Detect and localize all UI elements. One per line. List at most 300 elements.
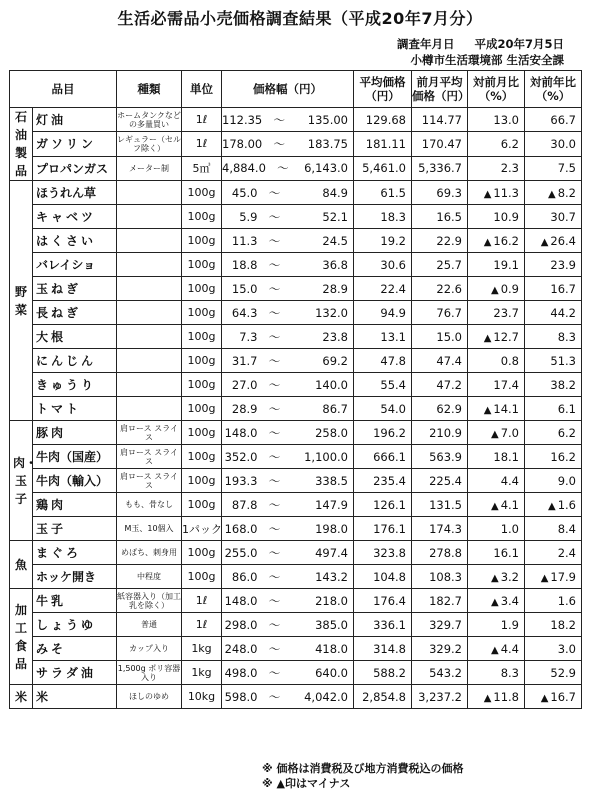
range-tilde: 〜: [268, 665, 281, 680]
year-over-year: [525, 181, 582, 205]
average-price: 55.4: [354, 373, 412, 397]
yoy-value: 1.6: [557, 593, 576, 608]
price-low-value: 168.0: [224, 521, 258, 536]
price-low: [222, 349, 288, 373]
previous-month-average: 170.47: [412, 132, 468, 156]
average-price: 94.9: [354, 301, 412, 325]
yoy-value: 51.3: [550, 353, 576, 368]
price-low-value: 86.0: [231, 569, 258, 584]
previous-month-average: 69.3: [412, 181, 468, 205]
previous-month-average: 22.9: [412, 229, 468, 253]
year-over-year: [525, 397, 582, 421]
year-over-year: [525, 373, 582, 397]
yoy-value: 18.2: [550, 617, 576, 632]
average-price: 2,854.8: [354, 685, 412, 709]
item-unit: 1kg: [182, 661, 222, 685]
range-tilde: 〜: [268, 281, 281, 296]
previous-month-average: 329.7: [412, 613, 468, 637]
minus-triangle-icon: ▲: [491, 428, 499, 440]
price-low-value: 31.7: [231, 353, 258, 368]
table-row: [10, 229, 582, 253]
item-kind: [117, 301, 182, 325]
table-row: [10, 493, 582, 517]
item-name: ガソリン: [33, 132, 117, 156]
mom-value: 10.9: [493, 209, 519, 224]
minus-triangle-icon: ▲: [483, 188, 492, 200]
price-high: 385.0: [288, 613, 354, 637]
price-high: 143.2: [288, 565, 354, 589]
mom-value: 6.2: [500, 136, 519, 151]
table-row: [10, 565, 582, 589]
previous-month-average: 47.4: [412, 349, 468, 373]
col-header-prev-avg: 前月平均価格（円）: [412, 71, 468, 108]
price-low-value: 11.3: [231, 233, 258, 248]
item-unit: 100g: [182, 493, 222, 517]
item-name: 牛肉（輸入）: [33, 469, 117, 493]
year-over-year: [525, 229, 582, 253]
previous-month-average: 563.9: [412, 445, 468, 469]
range-tilde: 〜: [268, 329, 281, 344]
mom-value: 13.0: [493, 112, 519, 127]
table-row: [10, 277, 582, 301]
item-kind: [117, 277, 182, 301]
mom-value: 3.4: [500, 593, 519, 608]
price-high: 338.5: [288, 469, 354, 493]
year-over-year: [525, 301, 582, 325]
minus-triangle-icon: ▲: [540, 236, 549, 248]
item-name: 牛肉（国産）: [33, 445, 117, 469]
mom-value: 4.4: [500, 473, 519, 488]
month-over-month: [468, 229, 525, 253]
item-kind: 肩ロース スライス: [117, 469, 182, 493]
yoy-value: 1.6: [557, 497, 576, 512]
item-name: 長ねぎ: [33, 301, 117, 325]
price-low: [222, 637, 288, 661]
table-row: [10, 685, 582, 709]
yoy-value: 16.2: [550, 449, 576, 464]
previous-month-average: 16.5: [412, 205, 468, 229]
range-tilde: 〜: [268, 617, 281, 632]
price-low: [222, 108, 288, 132]
item-unit: 5㎥: [182, 156, 222, 180]
table-row: [10, 205, 582, 229]
survey-date-line: [397, 36, 564, 52]
footnote-tax: ※ 価格は消費税及び地方消費税込の価格: [262, 762, 464, 775]
item-name: 米: [33, 685, 117, 709]
item-name: プロパンガス: [33, 156, 117, 180]
item-unit: 1パック: [182, 517, 222, 541]
col-header-range: 価格幅（円）: [222, 71, 354, 108]
item-name: 鶏肉: [33, 493, 117, 517]
price-low: [222, 589, 288, 613]
table-row: [10, 349, 582, 373]
year-over-year: [525, 565, 582, 589]
item-name: キャベツ: [33, 205, 117, 229]
footnote-minus: ※ ▲印はマイナス: [262, 777, 351, 790]
item-name: 灯油: [33, 108, 117, 132]
previous-month-average: 114.77: [412, 108, 468, 132]
item-unit: 100g: [182, 541, 222, 565]
item-unit: 10kg: [182, 685, 222, 709]
average-price: 196.2: [354, 421, 412, 445]
price-low: [222, 445, 288, 469]
price-high: 28.9: [288, 277, 354, 301]
year-over-year: [525, 613, 582, 637]
price-low: [222, 156, 288, 180]
table-row: [10, 132, 582, 156]
month-over-month: [468, 517, 525, 541]
price-low: [222, 493, 288, 517]
price-low-value: 248.0: [224, 641, 258, 656]
item-name: 玉子: [33, 517, 117, 541]
year-over-year: [525, 685, 582, 709]
item-name: 大根: [33, 325, 117, 349]
category-label: 米: [10, 685, 33, 709]
year-over-year: [525, 108, 582, 132]
year-over-year: [525, 132, 582, 156]
item-kind: もも、骨なし: [117, 493, 182, 517]
category-label: 肉・玉子: [10, 421, 33, 541]
price-high: 147.9: [288, 493, 354, 517]
price-low: [222, 301, 288, 325]
price-low-value: 4,884.0: [222, 161, 266, 176]
month-over-month: [468, 541, 525, 565]
price-high: 135.00: [288, 108, 354, 132]
price-low: [222, 253, 288, 277]
price-high: 86.7: [288, 397, 354, 421]
item-kind: ホームタンクなどの多量買い: [117, 108, 182, 132]
item-kind: [117, 181, 182, 205]
price-low: [222, 373, 288, 397]
previous-month-average: 5,336.7: [412, 156, 468, 180]
price-low: [222, 685, 288, 709]
month-over-month: [468, 349, 525, 373]
minus-triangle-icon: ▲: [483, 692, 492, 704]
table-row: [10, 373, 582, 397]
previous-month-average: 3,237.2: [412, 685, 468, 709]
average-price: 22.4: [354, 277, 412, 301]
mom-value: 11.8: [493, 689, 519, 704]
price-table: [9, 70, 582, 709]
yoy-value: 2.4: [557, 545, 576, 560]
mom-value: 19.1: [493, 257, 519, 272]
year-over-year: [525, 637, 582, 661]
mom-value: 4.1: [500, 497, 519, 512]
yoy-value: 44.2: [550, 305, 576, 320]
year-over-year: [525, 349, 582, 373]
average-price: 47.8: [354, 349, 412, 373]
table-row: [10, 589, 582, 613]
month-over-month: [468, 565, 525, 589]
range-tilde: 〜: [268, 401, 281, 416]
category-label: 野菜: [10, 181, 33, 421]
yoy-value: 30.7: [550, 209, 576, 224]
price-high: 6,143.0: [288, 156, 354, 180]
col-header-kind: 種類: [117, 71, 182, 108]
item-unit: 100g: [182, 565, 222, 589]
month-over-month: [468, 469, 525, 493]
price-low: [222, 421, 288, 445]
month-over-month: [468, 397, 525, 421]
range-tilde: 〜: [268, 497, 281, 512]
item-unit: 100g: [182, 373, 222, 397]
mom-value: 23.7: [493, 305, 519, 320]
yoy-value: 8.3: [557, 329, 576, 344]
yoy-value: 16.7: [550, 281, 576, 296]
price-low: [222, 132, 288, 156]
month-over-month: [468, 132, 525, 156]
item-name: 牛乳: [33, 589, 117, 613]
average-price: 104.8: [354, 565, 412, 589]
price-low-value: 112.35: [222, 112, 263, 127]
average-price: 176.4: [354, 589, 412, 613]
minus-triangle-icon: ▲: [491, 596, 499, 608]
price-low: [222, 205, 288, 229]
col-header-unit: 単位: [182, 71, 222, 108]
item-kind: 中程度: [117, 565, 182, 589]
month-over-month: [468, 637, 525, 661]
table-row: [10, 253, 582, 277]
mom-value: 16.1: [493, 545, 519, 560]
price-low: [222, 661, 288, 685]
average-price: 129.68: [354, 108, 412, 132]
month-over-month: [468, 613, 525, 637]
previous-month-average: 225.4: [412, 469, 468, 493]
col-header-avg: 平均価格（円）: [354, 71, 412, 108]
minus-triangle-icon: ▲: [548, 188, 556, 200]
year-over-year: [525, 205, 582, 229]
previous-month-average: 174.3: [412, 517, 468, 541]
month-over-month: [468, 325, 525, 349]
price-high: 84.9: [288, 181, 354, 205]
yoy-value: 3.0: [557, 641, 576, 656]
price-low-value: 148.0: [224, 593, 258, 608]
item-kind: 普通: [117, 613, 182, 637]
mom-value: 0.9: [500, 281, 519, 296]
mom-value: 3.2: [500, 569, 519, 584]
mom-value: 18.1: [493, 449, 519, 464]
range-tilde: 〜: [268, 185, 281, 200]
item-unit: 100g: [182, 397, 222, 421]
table-row: [10, 613, 582, 637]
col-header-item: 品目: [10, 71, 117, 108]
item-kind: 肩ロース スライス: [117, 445, 182, 469]
item-kind: レギュラー（セルフ除く）: [117, 132, 182, 156]
item-kind: [117, 325, 182, 349]
yoy-value: 6.1: [557, 401, 576, 416]
average-price: 181.11: [354, 132, 412, 156]
price-low: [222, 565, 288, 589]
month-over-month: [468, 421, 525, 445]
item-kind: ほしのゆめ: [117, 685, 182, 709]
yoy-value: 52.9: [550, 665, 576, 680]
minus-triangle-icon: ▲: [483, 236, 492, 248]
price-low: [222, 229, 288, 253]
item-name: みそ: [33, 637, 117, 661]
average-price: 176.1: [354, 517, 412, 541]
previous-month-average: 278.8: [412, 541, 468, 565]
range-tilde: 〜: [268, 377, 281, 392]
price-high: 23.8: [288, 325, 354, 349]
table-body: [10, 108, 582, 709]
category-label: 石油製品: [10, 108, 33, 181]
price-high: 640.0: [288, 661, 354, 685]
yoy-value: 26.4: [550, 233, 576, 248]
yoy-value: 38.2: [550, 377, 576, 392]
minus-triangle-icon: ▲: [491, 284, 499, 296]
mom-value: 7.0: [500, 425, 519, 440]
year-over-year: [525, 253, 582, 277]
price-low-value: 7.3: [239, 329, 258, 344]
item-kind: [117, 253, 182, 277]
item-unit: 1ℓ: [182, 108, 222, 132]
yoy-value: 8.2: [557, 185, 576, 200]
item-name: サラダ油: [33, 661, 117, 685]
price-low-value: 5.9: [239, 209, 258, 224]
average-price: 18.3: [354, 205, 412, 229]
item-kind: めばち、刺身用: [117, 541, 182, 565]
minus-triangle-icon: ▲: [491, 644, 499, 656]
table-header-row: [10, 71, 582, 108]
item-unit: 100g: [182, 205, 222, 229]
year-over-year: [525, 517, 582, 541]
previous-month-average: 210.9: [412, 421, 468, 445]
yoy-value: 8.4: [557, 521, 576, 536]
minus-triangle-icon: ▲: [483, 332, 492, 344]
table-row: [10, 108, 582, 132]
month-over-month: [468, 301, 525, 325]
item-kind: M玉、10個入: [117, 517, 182, 541]
month-over-month: [468, 661, 525, 685]
year-over-year: [525, 421, 582, 445]
item-name: まぐろ: [33, 541, 117, 565]
previous-month-average: 108.3: [412, 565, 468, 589]
range-tilde: 〜: [273, 136, 285, 151]
average-price: 19.2: [354, 229, 412, 253]
price-low-value: 28.9: [231, 401, 258, 416]
item-name: バレイショ: [33, 253, 117, 277]
minus-triangle-icon: ▲: [548, 500, 556, 512]
item-unit: 100g: [182, 181, 222, 205]
range-tilde: 〜: [268, 641, 281, 656]
mom-value: 4.4: [500, 641, 519, 656]
price-low: [222, 325, 288, 349]
mom-value: 14.1: [493, 401, 519, 416]
month-over-month: [468, 156, 525, 180]
price-high: 24.5: [288, 229, 354, 253]
table-row: [10, 181, 582, 205]
minus-triangle-icon: ▲: [540, 572, 549, 584]
item-kind: 紙容器入り（加工乳を除く）: [117, 589, 182, 613]
month-over-month: [468, 205, 525, 229]
item-name: 豚肉: [33, 421, 117, 445]
item-unit: 100g: [182, 301, 222, 325]
yoy-value: 16.7: [550, 689, 576, 704]
month-over-month: [468, 108, 525, 132]
item-unit: 100g: [182, 469, 222, 493]
average-price: 235.4: [354, 469, 412, 493]
price-high: 140.0: [288, 373, 354, 397]
price-high: 183.75: [288, 132, 354, 156]
mom-value: 17.4: [493, 377, 519, 392]
minus-triangle-icon: ▲: [483, 404, 492, 416]
yoy-value: 9.0: [557, 473, 576, 488]
month-over-month: [468, 685, 525, 709]
minus-triangle-icon: ▲: [540, 692, 549, 704]
item-unit: 100g: [182, 229, 222, 253]
year-over-year: [525, 156, 582, 180]
price-low: [222, 541, 288, 565]
item-unit: 100g: [182, 325, 222, 349]
item-name: にんじん: [33, 349, 117, 373]
item-unit: 100g: [182, 253, 222, 277]
previous-month-average: 62.9: [412, 397, 468, 421]
department: 小樽市生活環境部 生活安全課: [410, 53, 564, 67]
range-tilde: 〜: [268, 257, 281, 272]
average-price: 54.0: [354, 397, 412, 421]
price-low-value: 255.0: [224, 545, 258, 560]
item-name: きゅうり: [33, 373, 117, 397]
mom-value: 8.3: [500, 665, 519, 680]
average-price: 666.1: [354, 445, 412, 469]
year-over-year: [525, 589, 582, 613]
price-low-value: 15.0: [231, 281, 258, 296]
range-tilde: 〜: [268, 569, 281, 584]
price-low: [222, 277, 288, 301]
range-tilde: 〜: [268, 545, 281, 560]
item-kind: [117, 373, 182, 397]
table-row: [10, 637, 582, 661]
price-high: 418.0: [288, 637, 354, 661]
item-name: ホッケ開き: [33, 565, 117, 589]
item-kind: [117, 397, 182, 421]
price-low-value: 27.0: [231, 377, 258, 392]
month-over-month: [468, 589, 525, 613]
average-price: 30.6: [354, 253, 412, 277]
yoy-value: 66.7: [550, 112, 576, 127]
month-over-month: [468, 445, 525, 469]
minus-triangle-icon: ▲: [491, 500, 499, 512]
average-price: 5,461.0: [354, 156, 412, 180]
range-tilde: 〜: [268, 425, 281, 440]
price-high: 4,042.0: [288, 685, 354, 709]
previous-month-average: 543.2: [412, 661, 468, 685]
range-tilde: 〜: [268, 209, 281, 224]
table-row: [10, 397, 582, 421]
item-name: ほうれん草: [33, 181, 117, 205]
price-high: 218.0: [288, 589, 354, 613]
item-unit: 1ℓ: [182, 132, 222, 156]
price-high: 198.0: [288, 517, 354, 541]
previous-month-average: 15.0: [412, 325, 468, 349]
table-row: [10, 469, 582, 493]
price-low-value: 18.8: [231, 257, 258, 272]
item-kind: [117, 229, 182, 253]
range-tilde: 〜: [268, 449, 281, 464]
item-unit: 1ℓ: [182, 613, 222, 637]
mom-value: 1.9: [500, 617, 519, 632]
range-tilde: 〜: [268, 305, 281, 320]
mom-value: 1.0: [500, 521, 519, 536]
item-unit: 100g: [182, 421, 222, 445]
average-price: 323.8: [354, 541, 412, 565]
average-price: 588.2: [354, 661, 412, 685]
col-header-yoy: 対前年比（%）: [525, 71, 582, 108]
price-high: 258.0: [288, 421, 354, 445]
price-low-value: 178.00: [222, 136, 263, 151]
yoy-value: 7.5: [557, 161, 576, 176]
year-over-year: [525, 277, 582, 301]
